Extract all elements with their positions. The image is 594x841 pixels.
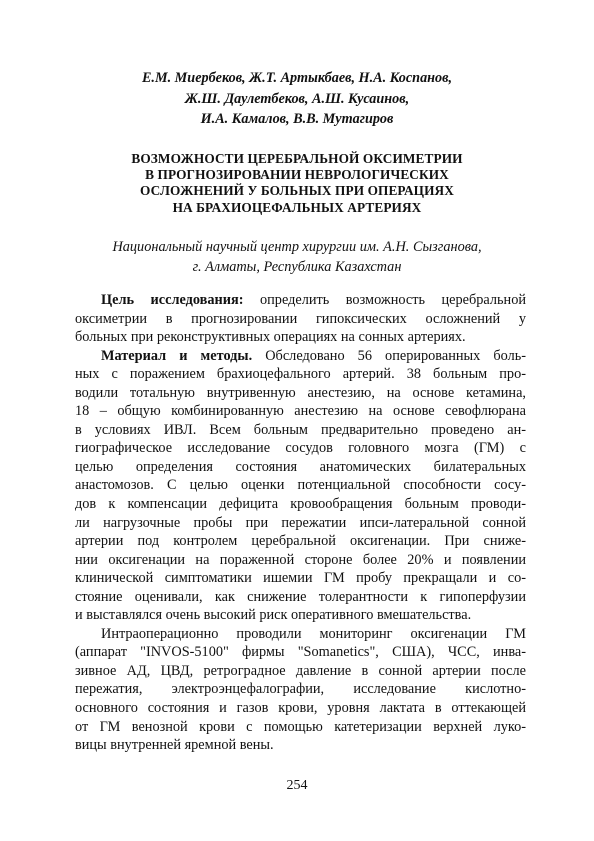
paragraph-line: анастомозов. С целью оценки потенциальной способности сосу- [75,477,526,494]
article-title [60,151,534,216]
author-line: Е.М. Миербеков, Ж.Т. Артыкбаев, Н.А. Коспанов, [141,70,453,86]
paragraph-line: клинической симптоматики ишемии ГМ пробу прекращали и со- [75,570,526,587]
paragraph-line: пережатия, электроэнцефалографии, исследование кислотно- [75,681,526,698]
paragraph-line: больных при реконструктивных операциях на сонных артериях. [75,329,466,346]
paragraph-line: артерии под контролем церебральной оксигенации. При сниже- [75,533,526,550]
title-line: В ПРОГНОЗИРОВАНИИ НЕВРОЛОГИЧЕСКИХ [145,167,449,183]
article-body [75,291,526,755]
paragraph-line: Цель исследования: определить возможность церебральной [101,292,526,308]
paragraph-line: гиографическое исследование сосудов головного мозга (ГМ) с [75,440,526,457]
affiliation-line: г. Алматы, Республика Казахстан [192,259,402,275]
title-line: ВОЗМОЖНОСТИ ЦЕРЕБРАЛЬНОЙ ОКСИМЕТРИИ [131,151,463,166]
paragraph-line: вицы внутренней яремной вены. [75,737,274,754]
author-line: И.А. Камалов, В.В. Мутагиров [200,111,394,127]
paragraph-line: ных с поражением брахиоцефального артерий. 38 больным про- [75,366,526,383]
paragraph-line: Материал и методы. Обследовано 56 оперированных боль- [101,347,526,364]
paragraph-line: дов к компенсации дефицита кровообращения больным проводи- [75,496,526,513]
section-lead: Материал и методы. [101,347,253,364]
paragraph-line: стояние оценивали, как снижение толерантности к гипоперфузии [75,588,526,605]
paragraph-line: нии оксигенации на пораженной стороне более 20% и появлении [75,551,526,568]
paragraph-line: Интраоперационно проводили мониторинг оксигенации ГМ [101,625,526,642]
affiliation-line: Национальный научный центр хирургии им. А.Н. Сызганова, [112,239,482,255]
paragraph-line: оксиметрии в прогнозировании гипоксических осложнений у [75,310,526,327]
paragraph-line: и выставлялся очень высокий риск оперативного вмешательства. [75,607,472,624]
paragraph-line: в условиях ИВЛ. Всем больным предварительно проведено ан- [75,421,526,438]
paragraph-line: зивное АД, ЦВД, ретроградное давление в сонной артерии после [75,662,526,679]
paragraph-line: водили тотальную внутривенную анестезию, на основе кетамина, [75,384,526,401]
paragraph-line: основного состояния и газов крови, уровня лактата в оттекающей [75,700,526,717]
paragraph-line: (аппарат "INVOS-5100" фирмы "Somanetics", США), ЧСС, инва- [75,644,526,661]
affiliation [60,237,534,277]
paragraph-line: ли нагрузочные пробы при пережатии ипси-латеральной сонной [75,514,526,531]
author-line: Ж.Ш. Даулетбеков, А.Ш. Кусаинов, [184,90,410,107]
section-lead: Цель исследования: [101,292,244,308]
author-list [60,68,534,130]
paragraph-line: целью определения состояния анатомических билатеральных [75,458,526,475]
title-line: ОСЛОЖНЕНИЙ У БОЛЬНЫХ ПРИ ОПЕРАЦИЯХ [140,183,454,199]
paragraph-line: 18 – общую комбинированную анестезию на основе севофлюрана [75,403,526,420]
paragraph-line: от ГМ венозной крови с помощью катетеризации верхней луко- [75,718,526,735]
title-line: НА БРАХИОЦЕФАЛЬНЫХ АРТЕРИЯХ [172,199,422,215]
page-number: 254 [286,778,308,793]
